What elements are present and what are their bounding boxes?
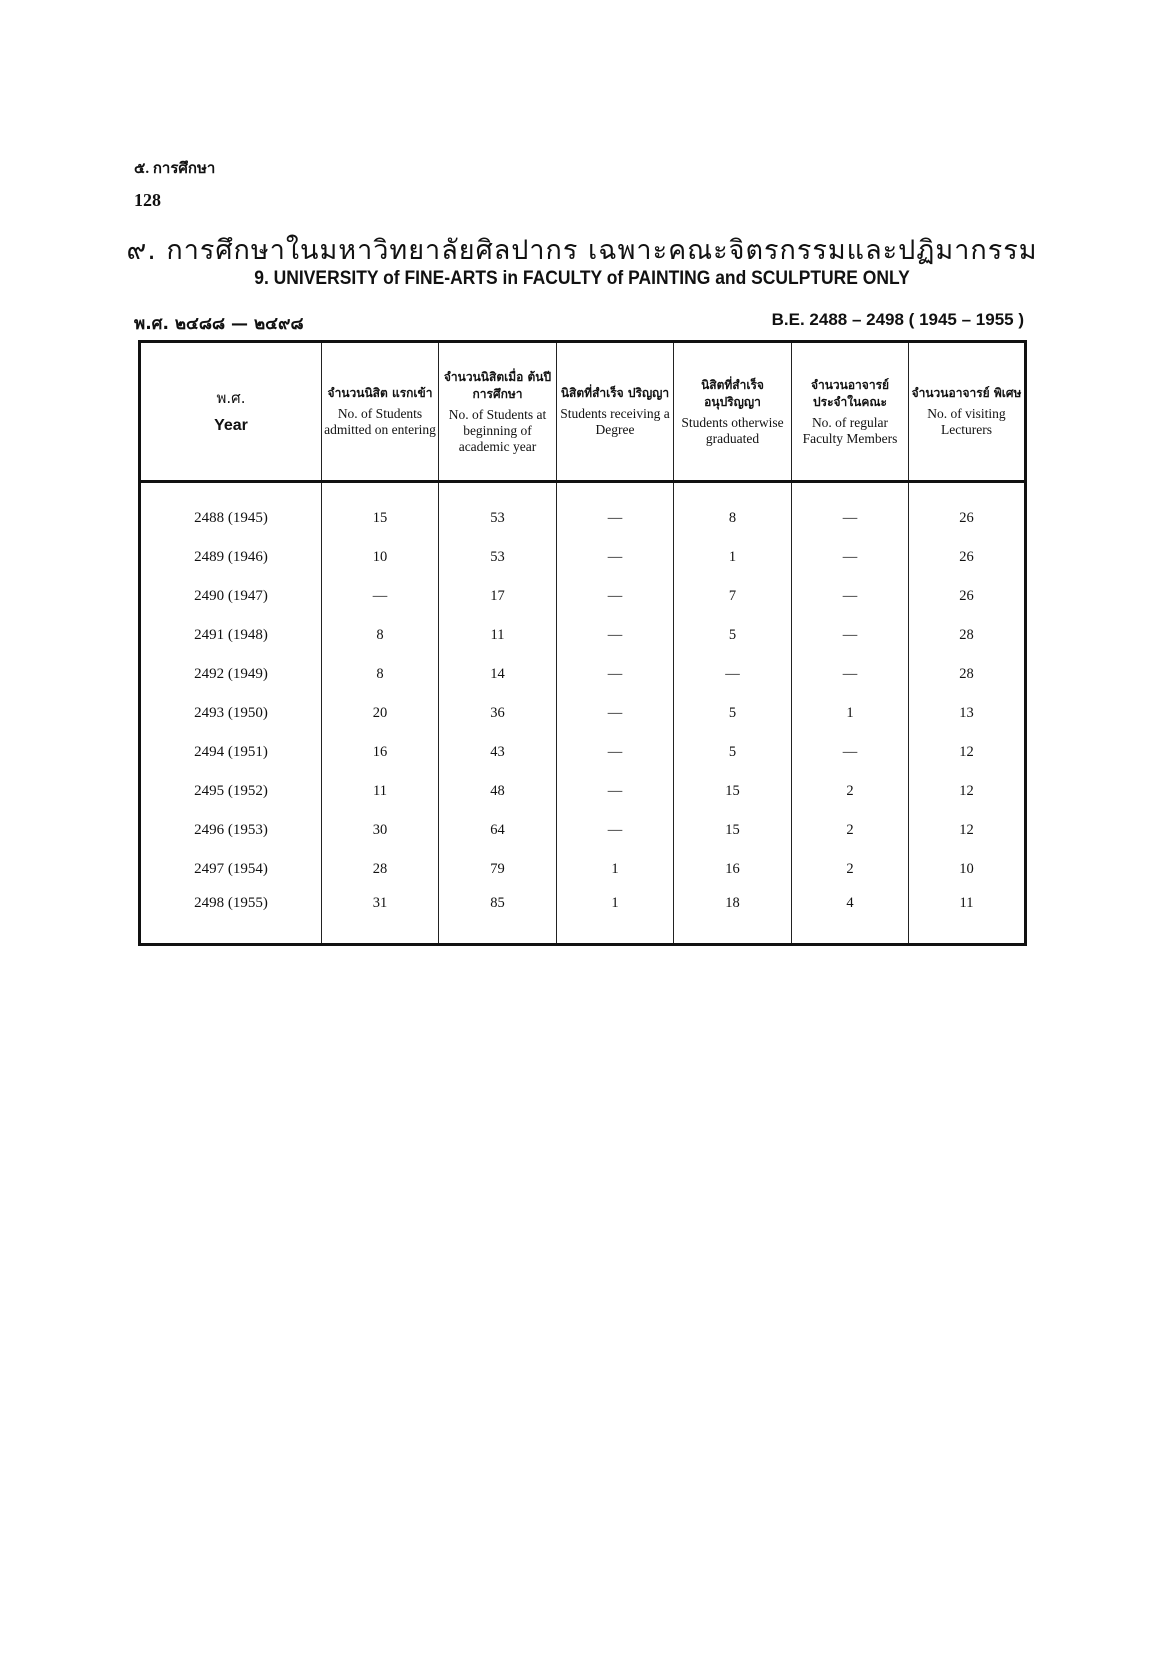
table-cell: 1 [674,538,792,577]
table-row [140,733,1026,772]
table-cell: — [792,655,909,694]
table-cell: 16 [674,850,792,889]
table-cell: 5 [674,733,792,772]
year-cell: 2492 (1949) [140,655,322,694]
statistics-table-container [138,340,1024,946]
spacer-cell [322,482,439,500]
table-cell: 12 [909,772,1026,811]
table-cell: 36 [439,694,557,733]
table-row [140,889,1026,945]
column-header-faculty [792,342,909,482]
title-english: 9. UNIVERSITY of FINE-ARTS in FACULTY of PAINTING and SCULPTURE ONLY [254,268,910,289]
table-row [140,616,1026,655]
table-row [140,499,1026,538]
table-cell: 12 [909,733,1026,772]
year-cell: 2497 (1954) [140,850,322,889]
table-cell: — [557,733,674,772]
table-header [140,342,1026,482]
table-cell: 18 [674,889,792,945]
table-cell: — [557,655,674,694]
spacer-cell [909,482,1026,500]
table-cell: 4 [792,889,909,945]
table-cell: 11 [322,772,439,811]
year-cell: 2488 (1945) [140,499,322,538]
table-cell: 48 [439,772,557,811]
column-header-beginning [439,342,557,482]
column-header-visiting [909,342,1026,482]
column-header-otherwise [674,342,792,482]
table-cell: 8 [322,655,439,694]
table-cell: — [557,499,674,538]
table-cell: 15 [322,499,439,538]
table-cell: 14 [439,655,557,694]
table-cell: 7 [674,577,792,616]
table-cell: 28 [909,655,1026,694]
column-header-thai: นิสิตที่สำเร็จ ปริญญา [560,386,670,400]
column-header-thai: นิสิตที่สำเร็จ อนุปริญญา [701,377,764,409]
table-cell: — [674,655,792,694]
statistics-table [138,340,1027,946]
table-cell: 8 [674,499,792,538]
table-cell: 53 [439,499,557,538]
table-cell: 26 [909,499,1026,538]
column-header-degree [557,342,674,482]
table-cell: — [557,811,674,850]
column-header-english: Year [214,416,248,434]
table-cell: 5 [674,694,792,733]
table-cell: 15 [674,811,792,850]
table-cell: 31 [322,889,439,945]
spacer-row [140,482,1026,500]
spacer-cell [557,482,674,500]
date-range-thai: พ.ศ. ๒๔๘๘ — ๒๔๙๘ [134,314,304,334]
table-row [140,811,1026,850]
column-header-thai: จำนวนนิสิตเมื่อ ต้นปีการศึกษา [443,369,552,401]
table-cell: 1 [557,850,674,889]
year-cell: 2494 (1951) [140,733,322,772]
table-cell: 12 [909,811,1026,850]
table-cell: 1 [792,694,909,733]
table-cell: 8 [322,616,439,655]
table-cell: — [792,538,909,577]
table-row [140,772,1026,811]
table-cell: 17 [439,577,557,616]
table-cell: — [322,577,439,616]
column-header-year [140,342,322,482]
column-header-english: No. of visiting Lecturers [927,406,1006,437]
spacer-cell [792,482,909,500]
date-range-english: B.E. 2488 – 2498 ( 1945 – 1955 ) [771,310,1024,329]
column-header-english: No. of regular Faculty Members [802,414,898,446]
year-cell: 2495 (1952) [140,772,322,811]
page-number: 128 [134,190,161,210]
table-cell: 79 [439,850,557,889]
table-cell: 2 [792,811,909,850]
table-cell: 13 [909,694,1026,733]
table-cell: — [557,616,674,655]
table-cell: 2 [792,772,909,811]
table-cell: 28 [909,616,1026,655]
table-cell: 16 [322,733,439,772]
table-cell: — [792,616,909,655]
table-cell: — [792,733,909,772]
table-cell: 15 [674,772,792,811]
table-cell: — [557,772,674,811]
table-cell: — [792,577,909,616]
table-cell: 10 [322,538,439,577]
table-cell: 20 [322,694,439,733]
table-cell: — [792,499,909,538]
year-cell: 2490 (1947) [140,577,322,616]
table-cell: — [557,694,674,733]
table-body [140,482,1026,945]
table-cell: 10 [909,850,1026,889]
table-row [140,577,1026,616]
table-cell: 26 [909,538,1026,577]
column-header-english: Students otherwise graduated [681,414,784,446]
table-cell: 43 [439,733,557,772]
table-row [140,694,1026,733]
table-row [140,538,1026,577]
column-header-english: No. of Students at beginning of academic year [448,406,547,454]
year-cell: 2493 (1950) [140,694,322,733]
column-header-thai: พ.ศ. [216,388,246,407]
title-thai: ๙. การศึกษาในมหาวิทยาลัยศิลปากร เฉพาะคณะจิตรกรรมและปฏิมากรรม [126,235,1038,266]
table-cell: 1 [557,889,674,945]
table-cell: 64 [439,811,557,850]
table-cell: 2 [792,850,909,889]
year-cell: 2496 (1953) [140,811,322,850]
spacer-cell [674,482,792,500]
table-cell: 5 [674,616,792,655]
table-cell: 30 [322,811,439,850]
column-header-admitted [322,342,439,482]
year-cell: 2498 (1955) [140,889,322,945]
column-header-thai: จำนวนอาจารย์ พิเศษ [911,386,1022,400]
column-header-thai: จำนวนอาจารย์ ประจำในคณะ [810,377,890,409]
year-cell: 2491 (1948) [140,616,322,655]
table-cell: — [557,538,674,577]
section-label: ๕. การศึกษา [134,161,216,177]
column-header-english: Students receiving a Degree [560,406,670,437]
spacer-cell [439,482,557,500]
table-cell: 11 [439,616,557,655]
table-row [140,655,1026,694]
table-cell: 53 [439,538,557,577]
table-cell: 11 [909,889,1026,945]
table-cell: 85 [439,889,557,945]
header-row [140,342,1026,482]
column-header-english: No. of Students admitted on entering [324,406,436,437]
table-cell: — [557,577,674,616]
table-cell: 26 [909,577,1026,616]
spacer-cell [140,482,322,500]
table-row [140,850,1026,889]
year-cell: 2489 (1946) [140,538,322,577]
column-header-thai: จำนวนนิสิต แรกเข้า [327,386,433,400]
table-cell: 28 [322,850,439,889]
